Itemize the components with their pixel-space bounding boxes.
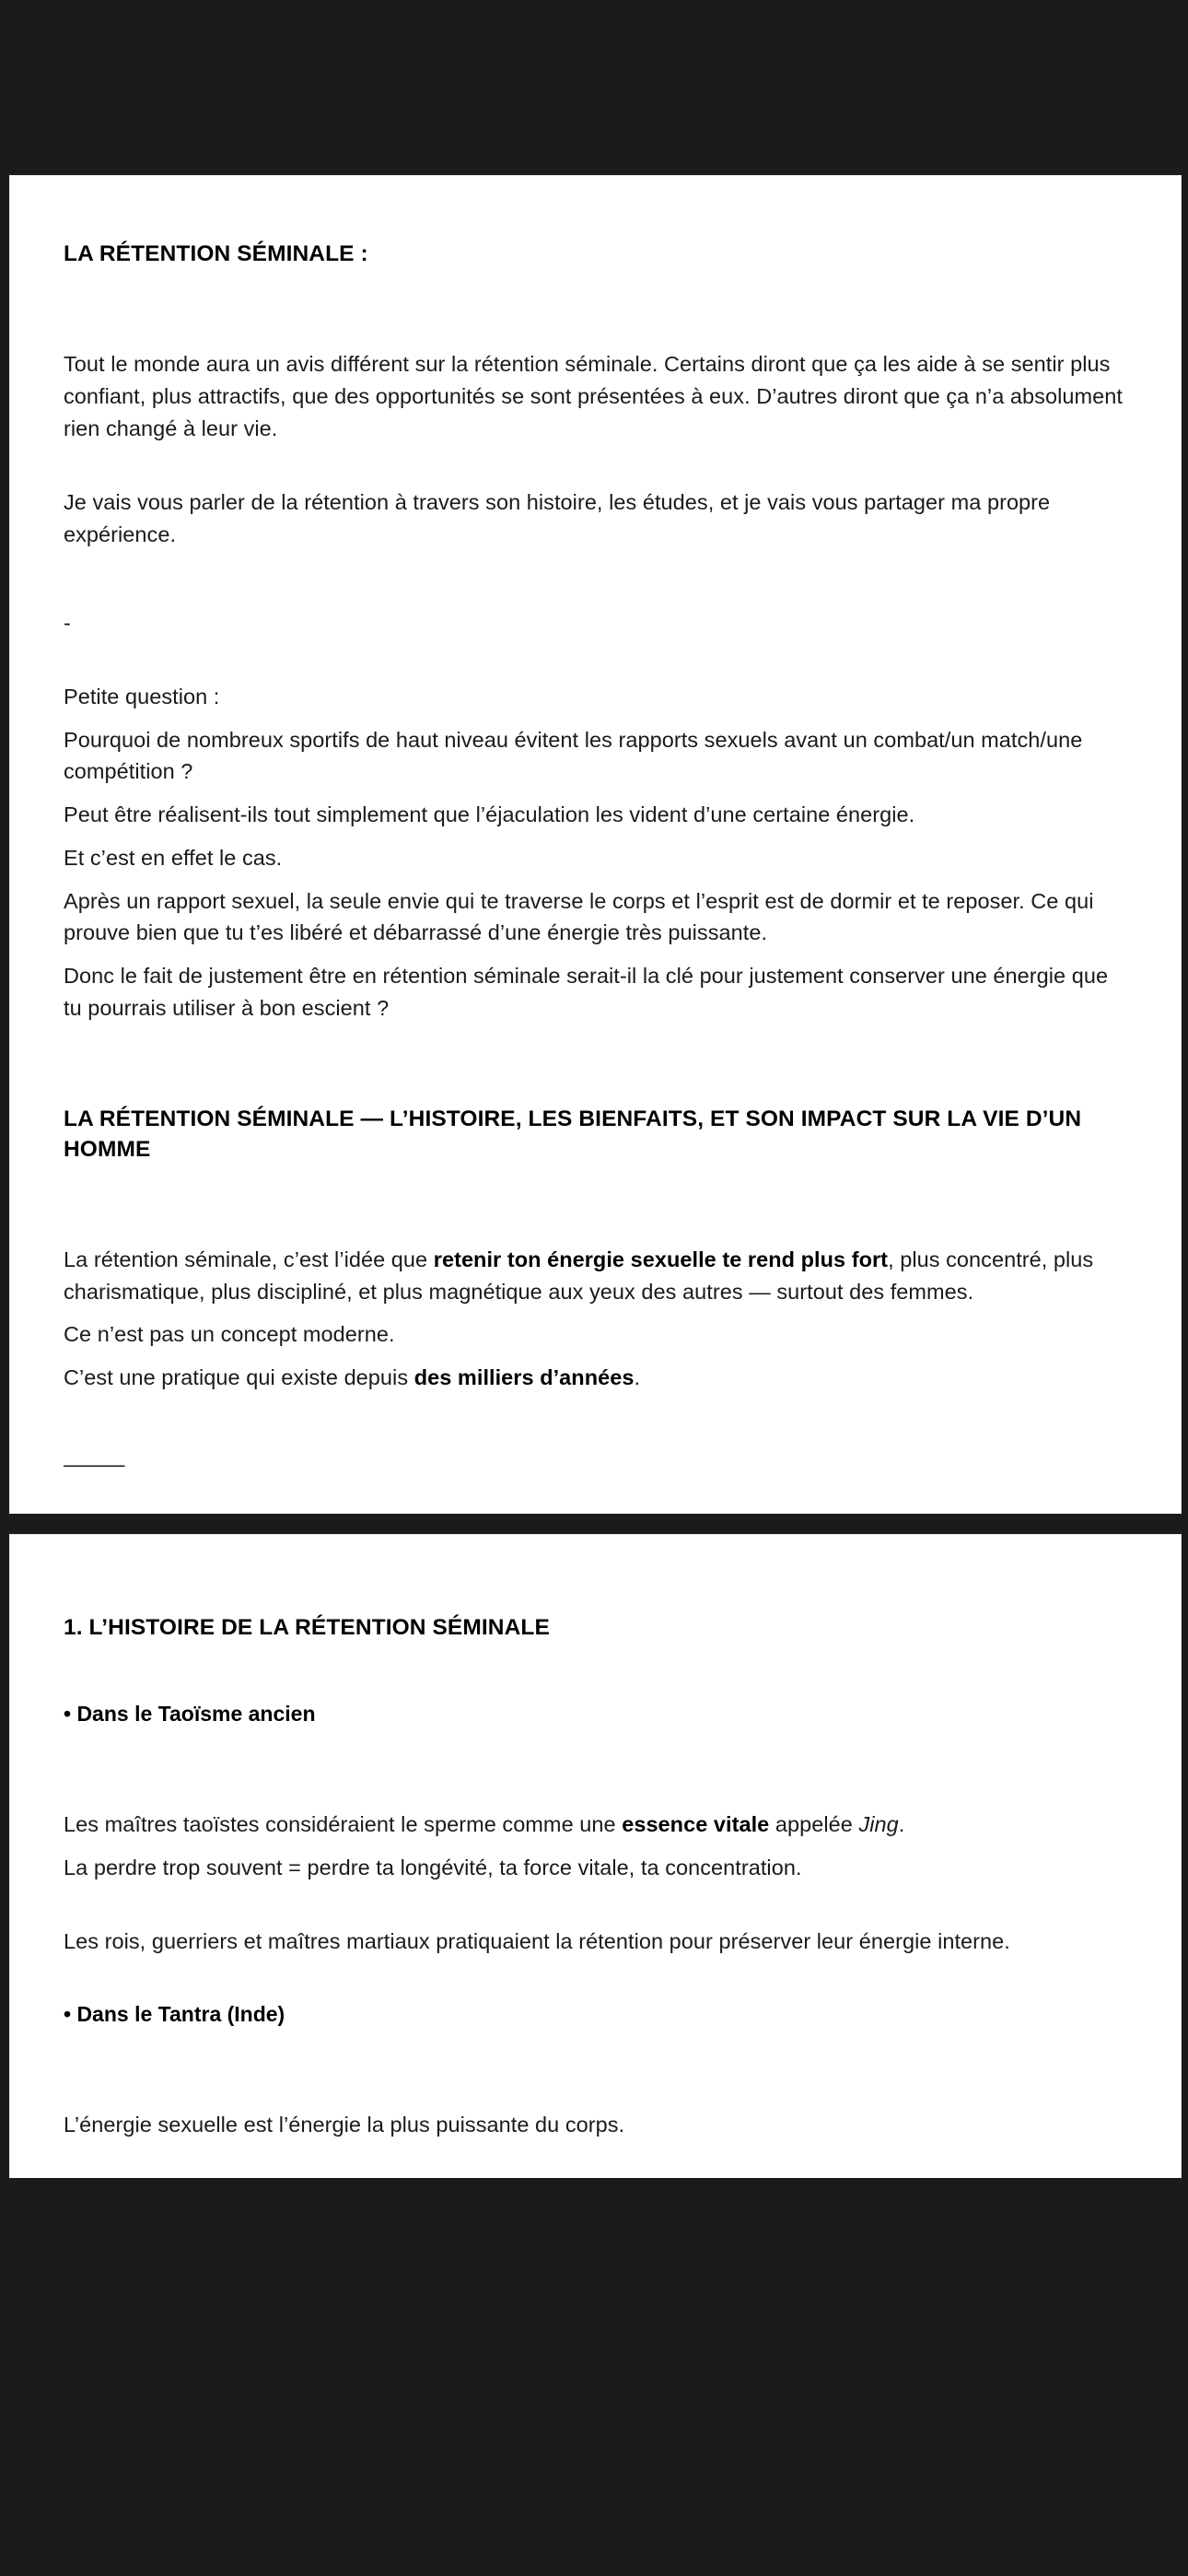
horizontal-rule: ——— bbox=[64, 1451, 123, 1476]
section-heading-history: 1. L’HISTOIRE DE LA RÉTENTION SÉMINALE bbox=[64, 1615, 550, 1641]
paragraph-thousands-years: C’est une pratique qui existe depuis des milliers d’années. bbox=[64, 1365, 641, 1390]
page-title: LA RÉTENTION SÉMINALE : bbox=[64, 241, 368, 266]
text-separator-dash: - bbox=[64, 610, 71, 635]
paragraph-kings-warriors: Les rois, guerriers et maîtres martiaux pratiquaient la rétention pour préserver leur énergie interne. bbox=[64, 1929, 1010, 1954]
section-heading-overview: LA RÉTENTION SÉMINALE — L’HISTOIRE, LES BIENFAITS, ET SON IMPACT SUR LA VIE D’UN HOMME bbox=[64, 1106, 1082, 1162]
document-page-1 bbox=[9, 175, 1182, 1514]
paragraph-losing-jing: La perdre trop souvent = perdre ta longévité, ta force vitale, ta concentration. bbox=[64, 1855, 802, 1879]
paragraph-hypothesis: Peut être réalisent-ils tout simplement que l’éjaculation les vident d’une certaine énergie. bbox=[64, 802, 915, 827]
paragraph-question: Pourquoi de nombreux sportifs de haut niveau évitent les rapports sexuels avant un combat/un match/une compétition ? bbox=[64, 727, 1083, 784]
paragraph-intro: Tout le monde aura un avis différent sur la rétention séminale. Certains diront que ça les aide à se sentir plus confiant, plus attractifs, que des opportunités se sont présentées à eux. D’autres diront que ça n’a absolument rien changé à leur vie. bbox=[64, 352, 1123, 440]
paragraph-definition: La rétention séminale, c’est l’idée que retenir ton énergie sexuelle te rend plus fort, plus concentré, plus charismatique, plus discipliné, et plus magnétique aux yeux des autres — surtout des femmes. bbox=[64, 1247, 1094, 1304]
page-break-gap bbox=[0, 1514, 1188, 1534]
status-bar-area bbox=[0, 0, 1188, 175]
paragraph-plan: Je vais vous parler de la rétention à travers son histoire, les études, et je vais vous partager ma propre expérience. bbox=[64, 490, 1051, 547]
paragraph-not-modern: Ce n’est pas un concept moderne. bbox=[64, 1322, 395, 1347]
subheading-taoism: • Dans le Taoïsme ancien bbox=[64, 1702, 316, 1727]
paragraph-sexual-energy: L’énergie sexuelle est l’énergie la plus puissante du corps. bbox=[64, 2112, 625, 2137]
paragraph-jing: Les maîtres taoïstes considéraient le sperme comme une essence vitale appelée Jing. bbox=[64, 1811, 905, 1836]
paragraph-question-label: Petite question : bbox=[64, 684, 220, 708]
paragraph-confirmation: Et c’est en effet le cas. bbox=[64, 845, 283, 870]
paragraph-after-sex: Après un rapport sexuel, la seule envie qui te traverse le corps et l’esprit est de dormir et te reposer. Ce qui prouve bien que tu t’es libéré et débarrassé d’une énergie très puissante. bbox=[64, 888, 1094, 945]
document-page-2 bbox=[9, 1534, 1182, 2178]
subheading-tantra: • Dans le Tantra (Inde) bbox=[64, 2002, 285, 2027]
paragraph-conclusion-question: Donc le fait de justement être en rétention séminale serait-il la clé pour justement conserver une énergie que tu pourrais utiliser à bon escient ? bbox=[64, 964, 1109, 1020]
